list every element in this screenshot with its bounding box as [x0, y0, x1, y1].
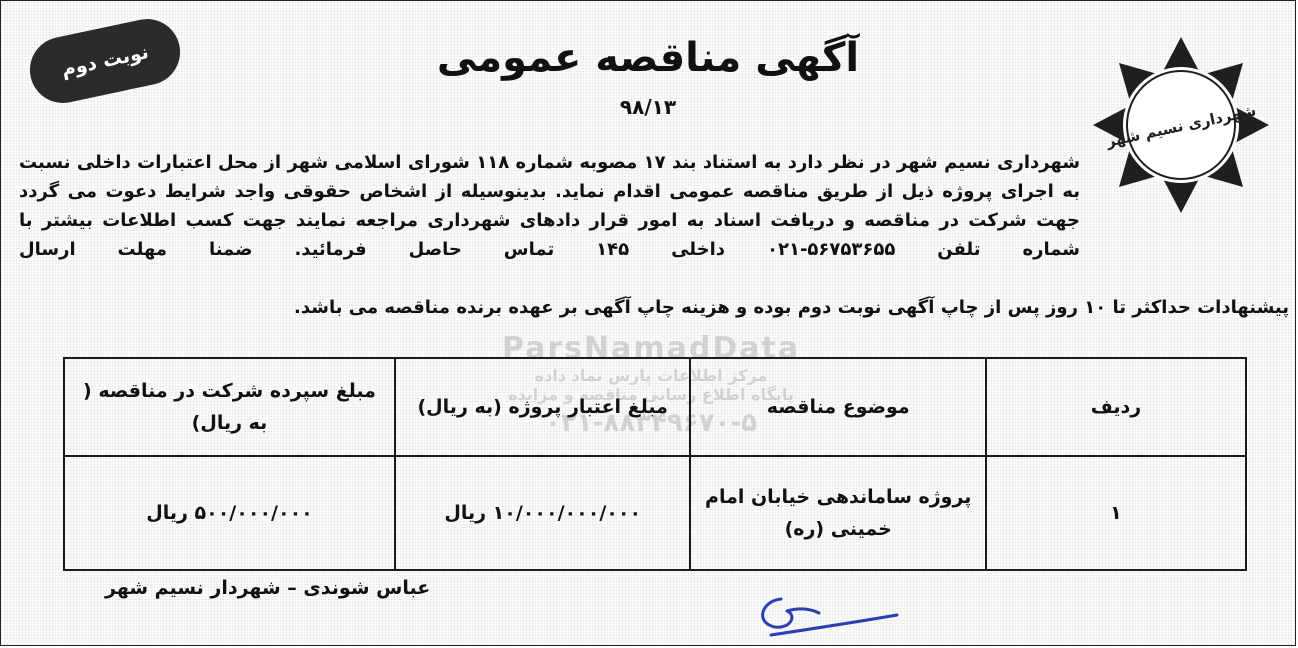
watermark-line-1: مرکز اطلاعات پارس نماد داده [534, 366, 768, 385]
cell-project-budget: ۱۰/۰۰۰/۰۰۰/۰۰۰ ریال [395, 456, 691, 570]
notice-paragraph-last-line: پیشنهادات حداکثر تا ۱۰ روز پس از چاپ آگهی نوبت دوم بوده و هزینه چاپ آگهی بر عهده برنده مناقصه می باشد. [294, 297, 1289, 318]
tender-table [63, 357, 1247, 571]
table-row [64, 456, 1246, 570]
column-header-deposit: مبلغ سپرده شرکت در مناقصه ( به ریال) [64, 358, 395, 456]
municipality-seal-icon [1089, 33, 1273, 217]
column-header-project-budget: مبلغ اعتبار پروژه (به ریال) [395, 358, 691, 456]
notice-number: ۹۸/۱۳ [619, 95, 677, 119]
notice-title: آگهی مناقصه عمومی [436, 35, 860, 81]
table-header-row [64, 358, 1246, 456]
cell-subject: پروژه ساماندهی خیابان امام خمینی (ره) [690, 456, 986, 570]
handwritten-signature-icon [741, 585, 901, 645]
watermark-line-2: پایگاه اطلاع رسانی مناقصه و مزایده [508, 385, 794, 404]
badge-label: نوبت دوم [59, 41, 151, 81]
column-header-row-number: ردیف [986, 358, 1246, 456]
signature-line: عباس شوندی – شهردار نسیم شهر [105, 577, 431, 599]
watermark-brand: ParsNamadData [501, 331, 801, 366]
cell-deposit: ۵۰۰/۰۰۰/۰۰۰ ریال [64, 456, 395, 570]
watermark-phone: ۰۲۱-۸۸۳۴۹۶۷۰-۵ [544, 408, 757, 438]
logo-text: شهرداری نسیم شهر [1104, 101, 1258, 151]
notice-paragraph: شهرداری نسیم شهر در نظر دارد به استناد بند ۱۷ مصوبه شماره ۱۱۸ شورای اسلامی شهر از محل اعتبارات داخلی نسبت به اجرای پروژه ذیل از طریق مناقصه عمومی اقدام نماید. بدینوسیله از اشخاص حقوقی واجد شرایط دعوت می گردد جهت شرکت در مناقصه و دریافت اسناد به امور قرار دادهای شهرداری مراجعه نمایند جهت کسب اطلاعات بیشتر با شماره تلفن ۵۶۷۵۳۶۵۵-۰۲۱ داخلی ۱۴۵ تماس حاصل فرمائید. ضمنا مهلت ارسال [19, 152, 1081, 260]
cell-row-number: ۱ [986, 456, 1246, 570]
column-header-subject: موضوع مناقصه [690, 358, 986, 456]
